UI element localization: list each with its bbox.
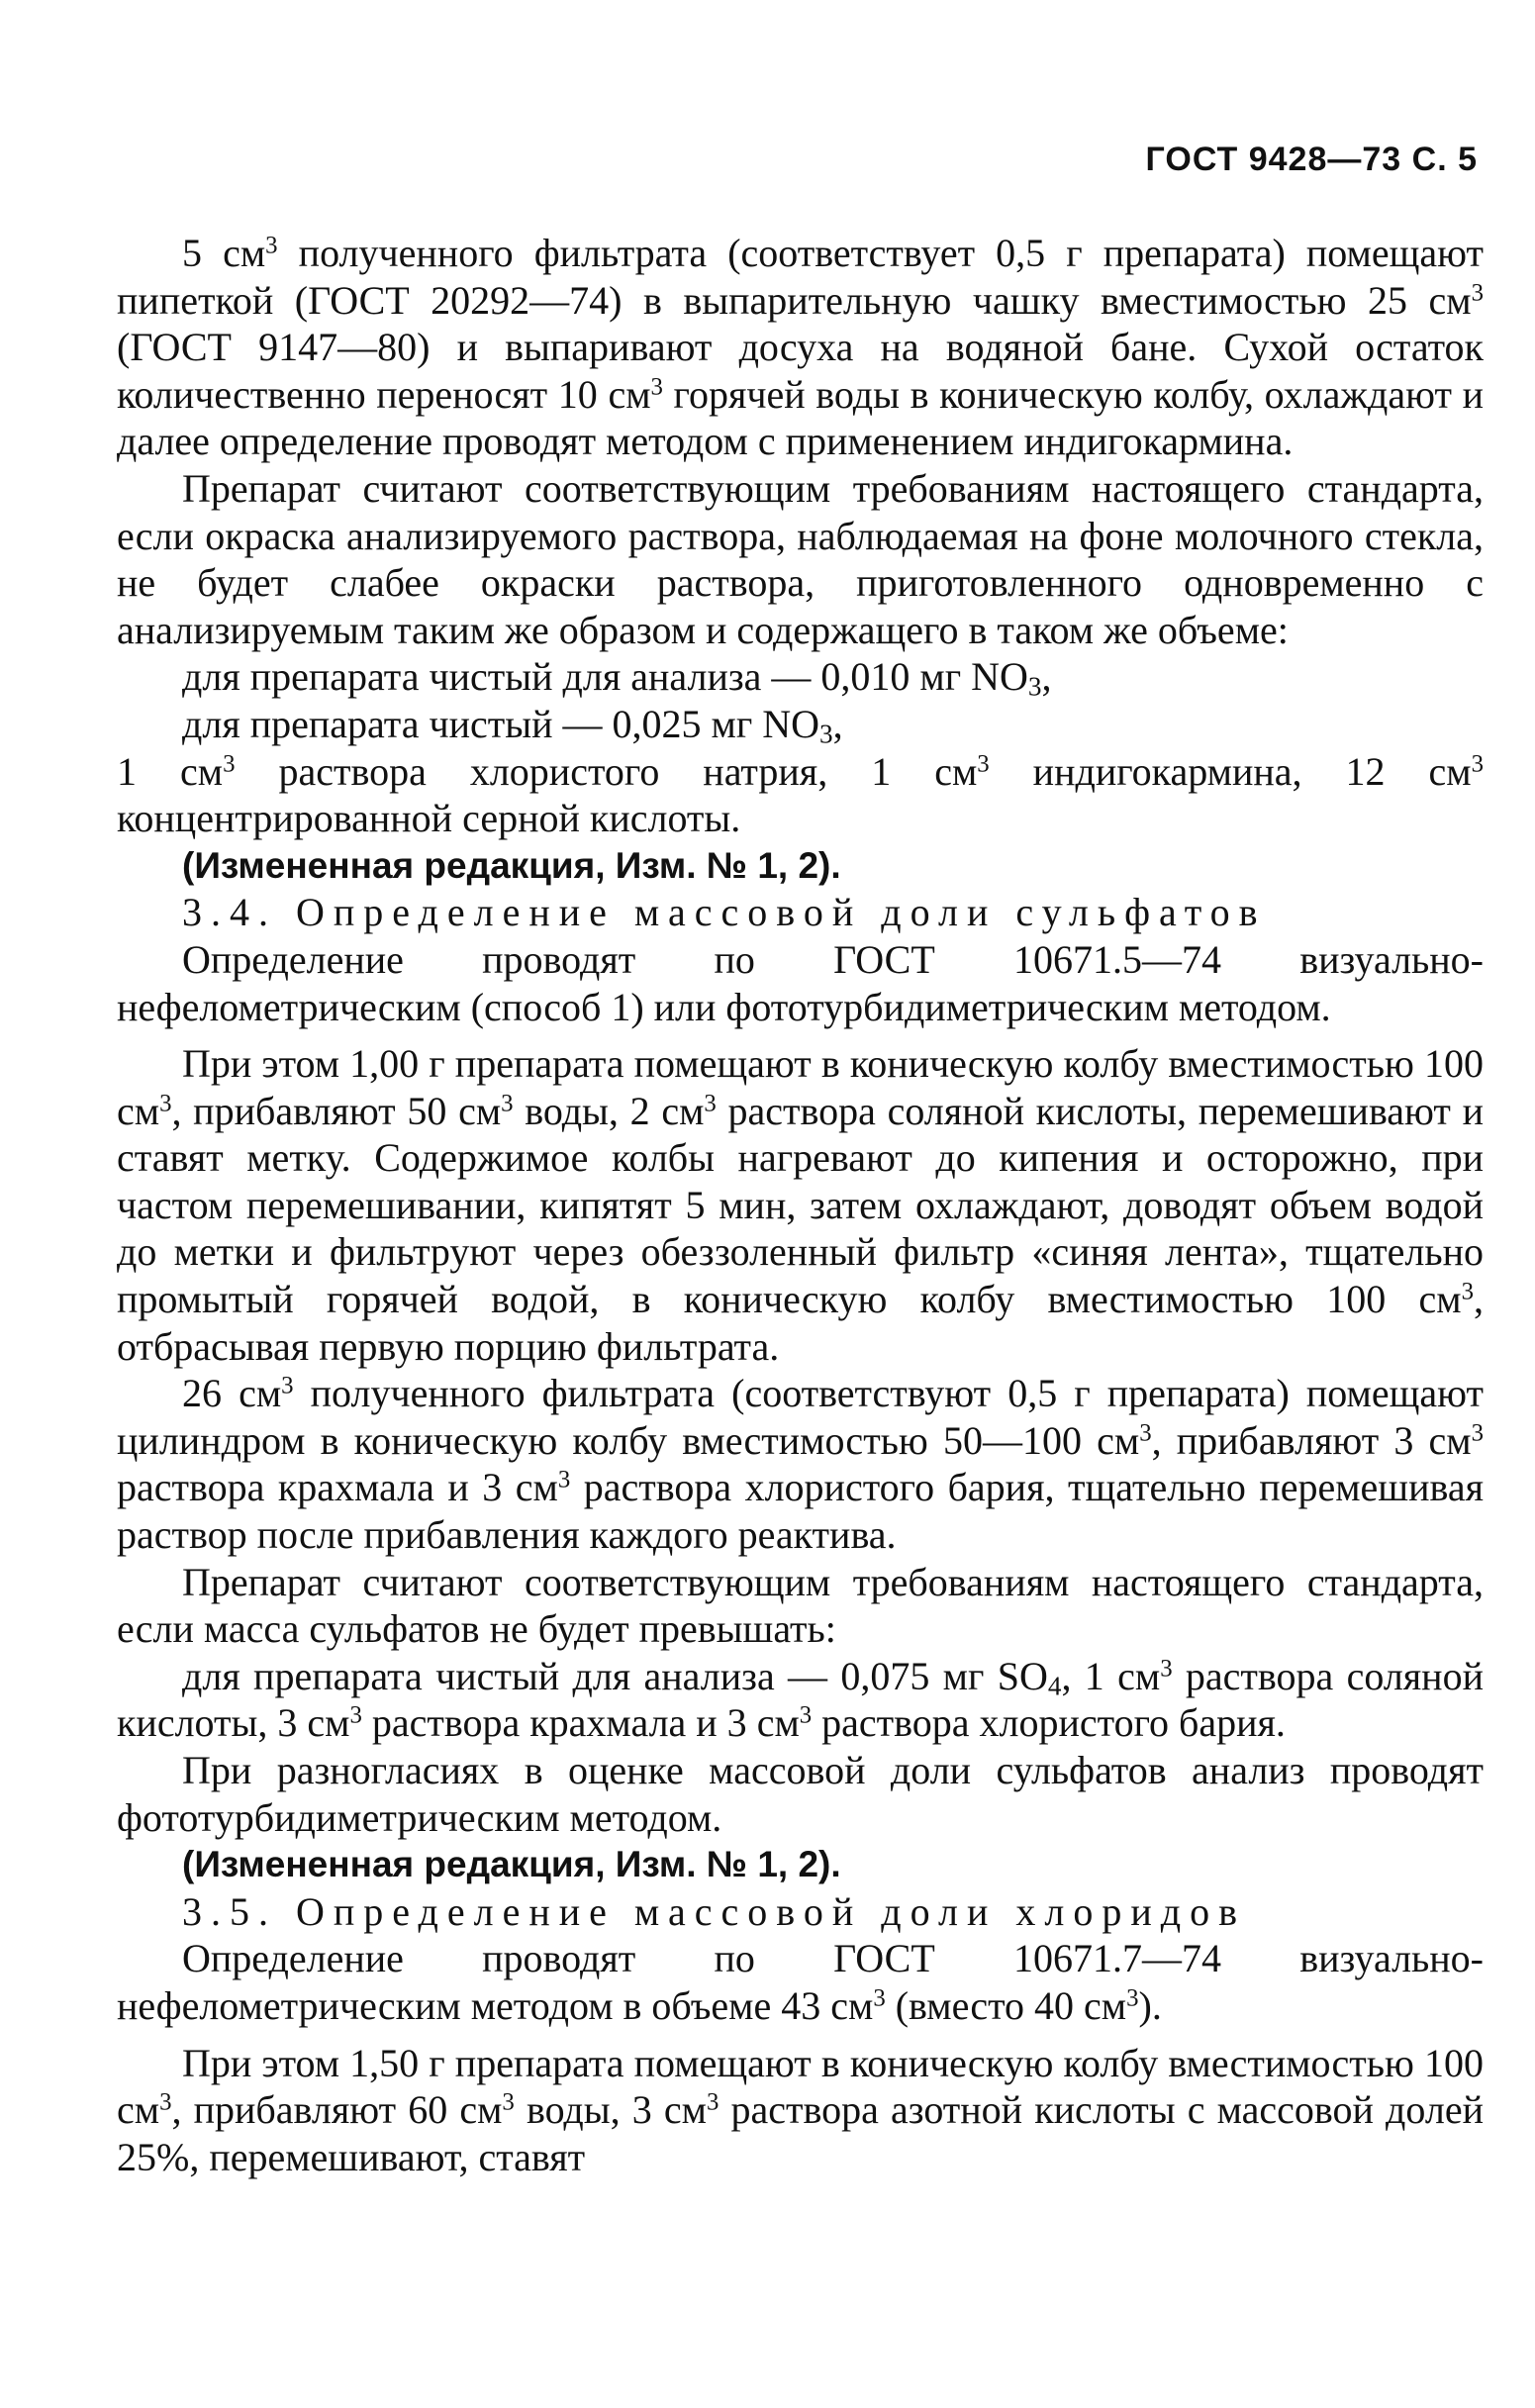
unit-cm3: $см^3$ (663, 2087, 720, 2133)
paragraph-filtrate-evaporation: 5 $см^3$ полученного фильтрата (соответствует 0,5 г препарата) помещают пипеткой (ГОСТ 20292—74) в выпарительную чашку вместимостью 25 $см^3$ (ГОСТ 9147—80) и выпаривают досуха на водяной бане. Сухой остаток количественно переносят 10 $см^3$ горячей воды в коническую колбу, охлаждают и далее определение проводят методом с применением индигокармина. (117, 231, 1485, 464)
paragraph-compliance-sulfates: Препарат считают соответствующим требованиям настоящего стандарта, если масса сульфатов не будет превышать: (117, 1559, 1484, 1652)
paragraph-chlorides-preparation: При этом 1,50 г препарата помещают в коническую колбу вместимостью 100 $см^3$, прибавляют 60 $см^3$ воды, 3 $см^3$ раствора азотной кислоты с массовой долей 25%, перемешивают, ставят (117, 2040, 1485, 2179)
unit-cm3: $см^3$ (117, 2087, 172, 2133)
section-heading-chlorides: 3.5. Определение массовой доли хлоридов (182, 1888, 1247, 1934)
unit-cm3: $см^3$ (1428, 748, 1484, 794)
unit-cm3: $см^3$ (223, 231, 278, 275)
paragraph-chlorides-method: Определение проводят по ГОСТ 10671.7—74 визуально-нефелометрическим методом в объеме 43 $см^3$ (вместо 40 $см^3$). (117, 1936, 1484, 2028)
paragraph-sulfates-method: Определение проводят по ГОСТ 10671.5—74 визуально-нефелометрическим (способ 1) или фототурбидиметрическим методом. (117, 936, 1484, 1029)
paragraph-limit-pure-grade: для препарата чистый — 0,025 мг $NO_3$, (182, 701, 843, 749)
unit-cm3: $см^3$ (458, 1088, 514, 1133)
section-heading-sulfates: 3.4. Определение массовой доли сульфатов (182, 890, 1267, 935)
unit-cm3: $см^3$ (459, 2087, 515, 2133)
unit-cm3: $см^3$ (1418, 1277, 1474, 1322)
unit-cm3: $см^3$ (1084, 1982, 1139, 2028)
unit-cm3: $см^3$ (239, 1371, 294, 1416)
amendment-note: (Измененная редакция, Изм. № 1, 2). (182, 844, 841, 886)
unit-cm3: $см^3$ (180, 748, 236, 794)
paragraph-sulfates-disagreement: При разногласиях в оценке массовой доли сульфатов анализ проводят фототурбидиметрическим методом. (117, 1748, 1484, 1840)
unit-cm3: $см^3$ (1117, 1653, 1173, 1698)
paragraph-limit-analysis-grade: для препарата чистый для анализа — 0,010 мг $NO_3$, (182, 654, 1052, 702)
unit-cm3: $см^3$ (515, 1465, 571, 1510)
unit-cm3: $см^3$ (1097, 1417, 1152, 1463)
unit-cm3: $см^3$ (1428, 277, 1484, 323)
unit-cm3: $см^3$ (608, 371, 663, 417)
paragraph-compliance-nitrates: Препарат считают соответствующим требованиям настоящего стандарта, если окраска анализируемого раствора, наблюдаемая на фоне молочного стекла, не будет слабее окраски раствора, приготовленного одновременно с анализируемым таким же образом и содержащего в таком же объеме: (117, 465, 1484, 652)
document-body (117, 230, 1484, 2180)
unit-cm3: $см^3$ (1428, 1417, 1484, 1463)
page-header: ГОСТ 9428—73 С. 5 (1145, 141, 1478, 178)
paragraph-sulfates-limit: для препарата чистый для анализа — 0,075 мг $SO_4$, 1 $см^3$ раствора соляной кислоты, 3 $см^3$ раствора крахмала и 3 $см^3$ раствора хлористого бария. (117, 1653, 1484, 1746)
formula-no3: $NO_3$ (971, 654, 1042, 702)
unit-cm3: $см^3$ (934, 748, 990, 794)
unit-cm3: $см^3$ (830, 1982, 886, 2028)
amendment-note: (Измененная редакция, Изм. № 1, 2). (182, 1844, 841, 1885)
unit-cm3: $см^3$ (117, 1088, 172, 1133)
formula-no3: $NO_3$ (762, 701, 833, 749)
unit-cm3: $см^3$ (661, 1088, 717, 1133)
paragraph-reagents-list: 1 $см^3$ раствора хлористого натрия, 1 $см^3$ индигокармина, 12 $см^3$ концентрированной серной кислоты. (117, 748, 1484, 841)
paragraph-sulfates-preparation: При этом 1,00 г препарата помещают в коническую колбу вместимостью 100 $см^3$, прибавляют 50 $см^3$ воды, 2 $см^3$ раствора соляной кислоты, перемешивают и ставят метку. Содержимое колбы нагревают до кипения и осторожно, при частом перемешивании, кипятят 5 мин, затем охлаждают, доводят объем водой до метки и фильтруют через обеззоленный фильтр «синяя лента», тщательно промытый горячей водой, в коническую колбу вместимостью 100 $см^3$, отбрасывая первую порцию фильтрата. (117, 1041, 1485, 1369)
unit-cm3: $см^3$ (756, 1700, 813, 1746)
paragraph-sulfates-filtrate: 26 $см^3$ полученного фильтрата (соответствуют 0,5 г препарата) помещают цилиндром в коническую колбу вместимостью 50—100 $см^3$, прибавляют 3 $см^3$ раствора крахмала и 3 $см^3$ раствора хлористого бария, тщательно перемешивая раствор после прибавления каждого реактива. (117, 1371, 1485, 1558)
unit-cm3: $см^3$ (307, 1700, 362, 1746)
formula-so4: $SO_4$ (997, 1653, 1062, 1701)
